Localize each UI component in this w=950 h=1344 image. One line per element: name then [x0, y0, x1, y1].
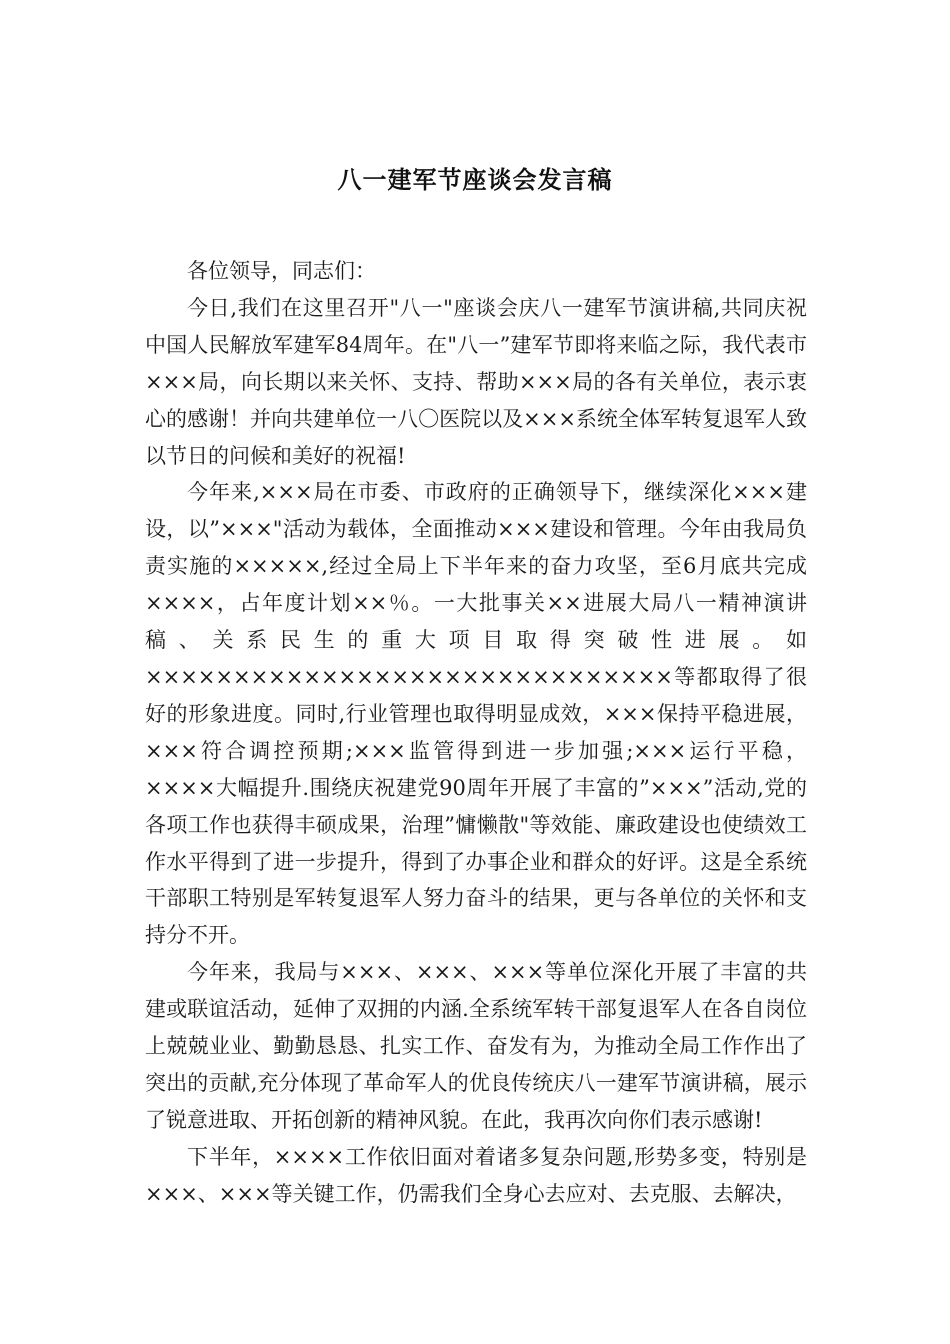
paragraph-3: 今年来，我局与×××、×××、×××等单位深化开展了丰富的共建或联谊活动，延伸了双拥的内涵.全系统军转干部复退军人在各自岗位上兢兢业业、勤勤恳恳、扎实工作、奋发有为，为推动全局工作作出了突出的贡献,充分体现了革命军人的优良传统庆八一建军节演讲稿，展示了锐意进取、开拓创新的精神风貌。在此，我再次向你们表示感谢!: [145, 960, 807, 1132]
paragraph-2: 今年来,×××局在市委、市政府的正确领导下，继续深化×××建设，以”×××"活动为载体，全面推动×××建设和管理。今年由我局负责实施的×××××,经过全局上下半年来的奋力攻坚，至6月底共完成××××，占年度计划××％。一大批事关××进展大局八一精神演讲稿、关系民生的重大项目取得突破性进展。如××××××××××××××××××××××××××××××等都取得了很好的形象进度。同时,行业管理也取得明显成效，×××保持平稳进展，×××符合调控预期;×××监管得到进一步加强;×××运行平稳，××××大幅提升.围绕庆祝建党90周年开展了丰富的”×××”活动,党的各项工作也获得丰硕成果，治理”慵懒散"等效能、廉政建设也使绩效工作水平得到了进一步提升，得到了办事企业和群众的好评。这是全系统干部职工特别是军转复退军人努力奋斗的结果，更与各单位的关怀和支持分不开。: [145, 480, 807, 948]
salutation: 各位领导，同志们：: [187, 259, 376, 283]
paragraph-4: 下半年，××××工作依旧面对着诸多复杂问题,形势多变，特别是×××、×××等关键工作，仍需我们全身心去应对、去克服、去解决，: [145, 1144, 807, 1206]
document-body: [145, 253, 807, 1213]
document-title: 八一建军节座谈会发言稿: [337, 165, 613, 194]
paragraph-1: 今日,我们在这里召开"八一"座谈会庆八一建军节演讲稿,共同庆祝中国人民解放军建军84周年。在"八一”建军节即将来临之际，我代表市×××局，向长期以来关怀、支持、帮助×××局的各有关单位，表示衷心的感谢！并向共建单位一八〇医院以及×××系统全体军转复退军人致以节日的问候和美好的祝福!: [145, 295, 807, 468]
